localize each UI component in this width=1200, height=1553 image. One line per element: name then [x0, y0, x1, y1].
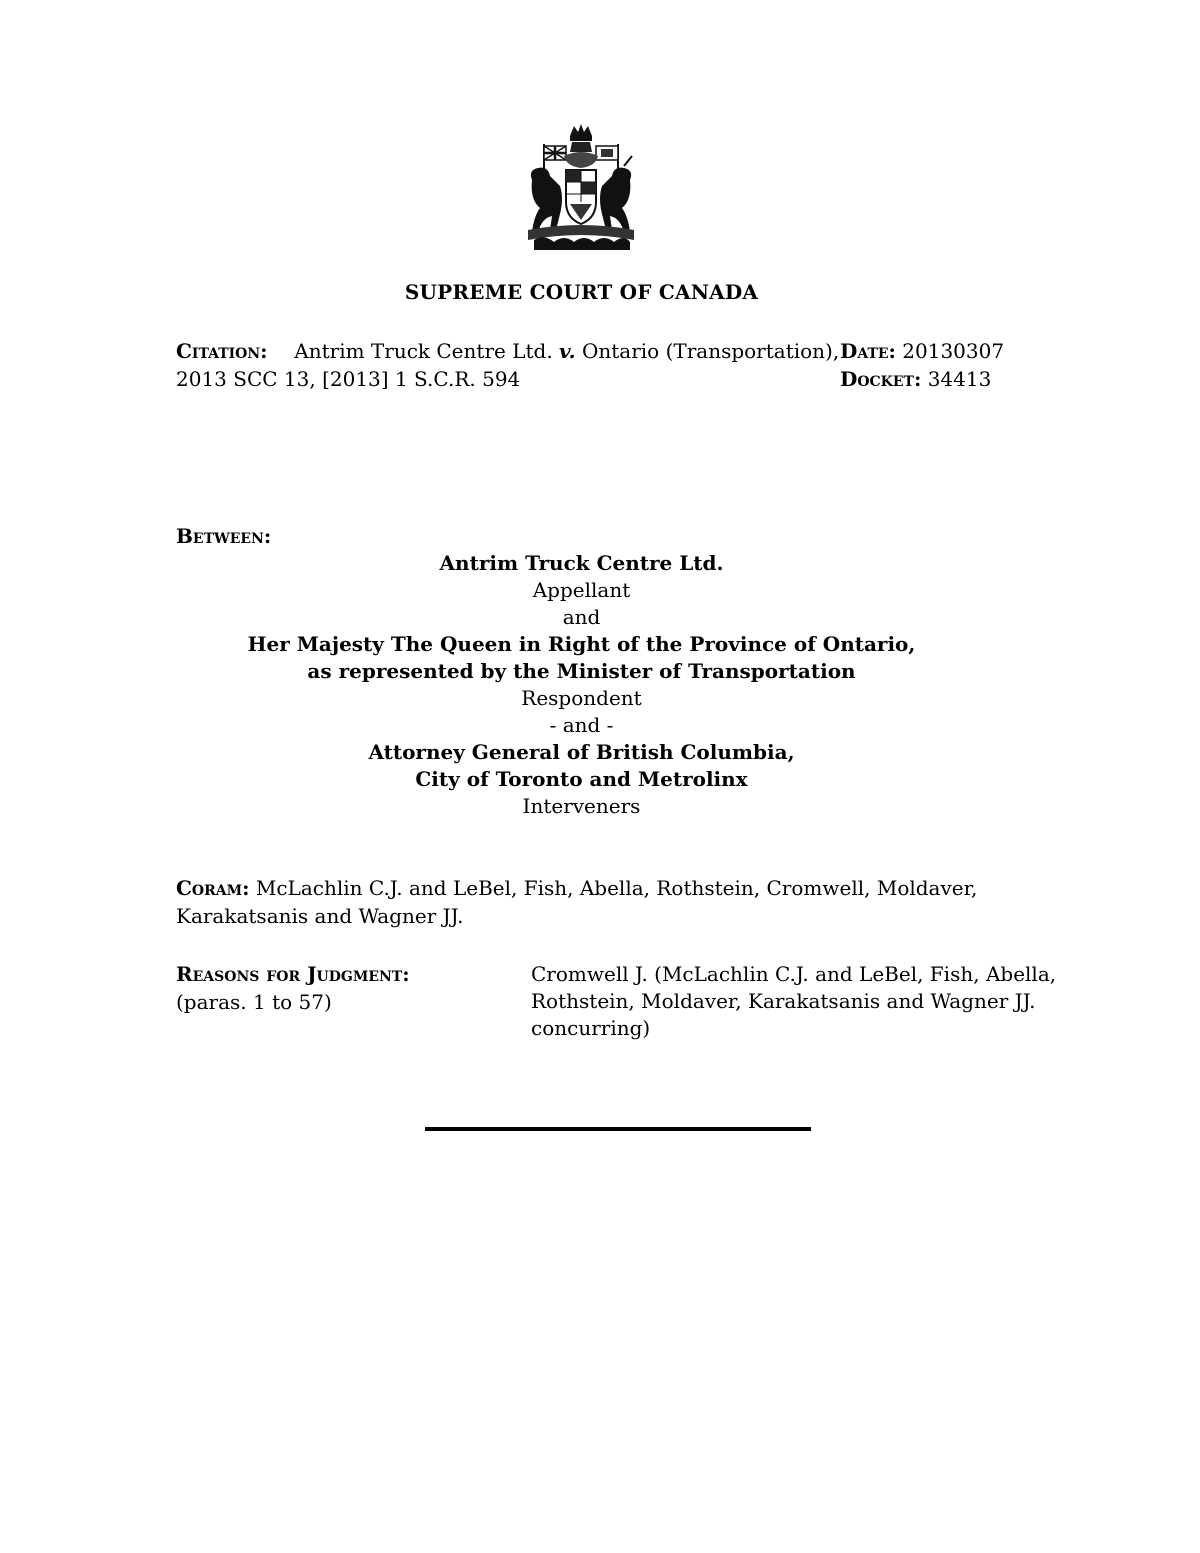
citation-case-after-v: Ontario (Transportation),	[581, 339, 840, 363]
interveners-role: Interveners	[522, 794, 641, 818]
appellant-role: Appellant	[532, 578, 631, 602]
party-separator-2: - and -	[549, 713, 614, 737]
citation-case-before-v: Antrim Truck Centre Ltd.	[294, 339, 553, 363]
appellant-name: Antrim Truck Centre Ltd.	[439, 551, 724, 575]
coram-judges-1: McLachlin C.J. and LeBel, Fish, Abella, Rothstein, Cromwell, Moldaver,	[255, 876, 978, 900]
reasons-author-block	[531, 961, 1091, 1042]
coram-line-1	[176, 875, 977, 902]
interveners-line-2: City of Toronto and Metrolinx	[415, 767, 748, 791]
horizontal-rule	[425, 1127, 811, 1131]
reasons-author-line-2: Rothstein, Moldaver, Karakatsanis and Wagner JJ.	[531, 989, 1036, 1013]
date-label: Date:	[840, 339, 896, 363]
party-separator-1: and	[562, 605, 601, 629]
interveners-line-1: Attorney General of British Columbia,	[368, 740, 795, 764]
citation-label: Citation:	[176, 339, 268, 363]
reasons-paragraphs: (paras. 1 to 57)	[176, 990, 332, 1014]
docket-value: 34413	[927, 367, 992, 391]
coram-label: Coram:	[176, 876, 250, 900]
docket-label: Docket:	[840, 367, 922, 391]
citation-versus: v.	[559, 339, 576, 363]
coram-judges-2: Karakatsanis and Wagner JJ.	[176, 904, 464, 928]
court-name: SUPREME COURT OF CANADA	[404, 280, 759, 304]
respondent-name-line-1: Her Majesty The Queen in Right of the Province of Ontario,	[247, 632, 916, 656]
date-field	[840, 338, 1004, 365]
respondent-role: Respondent	[521, 686, 642, 710]
citation-line-1	[176, 338, 839, 365]
citation-reference: 2013 SCC 13, [2013] 1 S.C.R. 594	[176, 367, 521, 391]
reasons-label: Reasons for Judgment:	[176, 962, 410, 986]
coat-of-arms-icon	[520, 122, 642, 254]
docket-field	[840, 366, 991, 393]
parties-block	[0, 550, 1163, 820]
between-label: Between:	[176, 524, 272, 548]
reasons-author-line-3: concurring)	[531, 1016, 651, 1040]
date-value: 20130307	[902, 339, 1005, 363]
respondent-name-line-2: as represented by the Minister of Transportation	[307, 659, 856, 683]
reasons-author-line-1: Cromwell J. (McLachlin C.J. and LeBel, Fish, Abella,	[531, 962, 1057, 986]
